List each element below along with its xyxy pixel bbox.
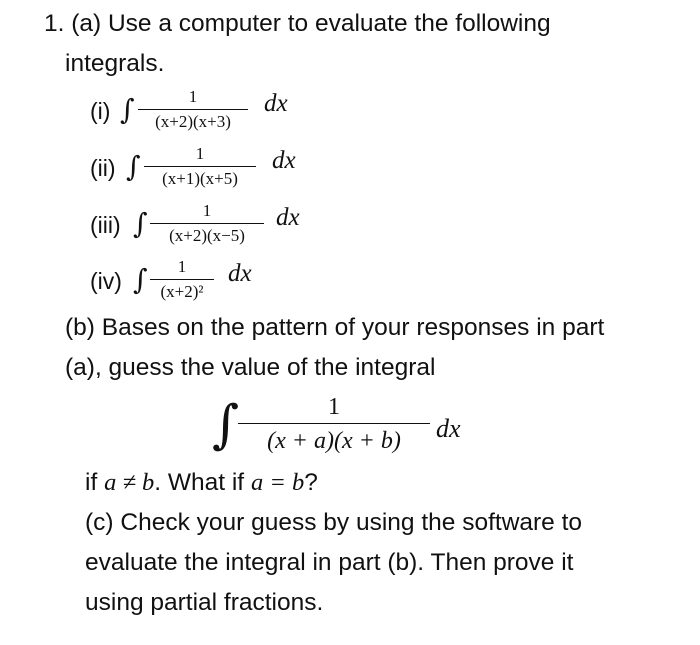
integral-iii-fraction — [150, 200, 264, 247]
part-b-line-2: (a), guess the value of the integral — [65, 354, 436, 381]
integral-iv-fraction — [150, 256, 214, 303]
integral-iii — [90, 200, 320, 256]
condition-prefix: if — [85, 469, 105, 496]
part-c-line-1: (c) Check your guess by using the software to — [85, 509, 583, 536]
integral-ii-dx: dx — [272, 147, 296, 174]
integral-iii-denominator: (x+2)(x−5) — [169, 226, 245, 245]
integral-iv — [90, 256, 280, 312]
integral-ii-fraction — [144, 143, 256, 190]
condition-mid: . What if — [154, 469, 251, 496]
integral-ii-denominator: (x+1)(x+5) — [162, 169, 238, 188]
display-integral-fraction — [238, 392, 430, 456]
integral-ii-label: (ii) — [90, 155, 116, 181]
part-c-line-2: evaluate the integral in part (b). Then prove it — [85, 549, 574, 576]
display-integral-numerator: 1 — [328, 394, 340, 420]
display-integral-dx: dx — [436, 414, 461, 443]
integral-iv-denominator: (x+2)² — [160, 282, 204, 301]
integral-i-numerator: 1 — [188, 87, 198, 106]
fraction-bar — [238, 423, 430, 424]
part-c-line-3: using partial fractions. — [85, 589, 324, 616]
fraction-bar — [138, 109, 248, 110]
integral-iv-numerator: 1 — [177, 257, 187, 276]
integral-i-fraction — [138, 86, 248, 133]
integral-ii — [90, 143, 320, 199]
condition-math-a-eq-b: a = b — [250, 469, 305, 496]
condition-suffix: ? — [304, 469, 318, 496]
integral-i-label: (i) — [90, 98, 111, 124]
integral-ii-numerator: 1 — [195, 144, 205, 163]
fraction-bar — [144, 166, 256, 167]
problem-line-2: integrals. — [65, 50, 165, 77]
integral-sign-icon: ∫ — [126, 150, 141, 183]
display-integral-denominator: (x + a)(x + b) — [267, 428, 401, 454]
integral-i-denominator: (x+2)(x+3) — [155, 112, 231, 131]
integral-iii-dx: dx — [276, 204, 300, 231]
part-b-condition — [85, 468, 318, 498]
integral-i — [90, 86, 310, 142]
fraction-bar — [150, 279, 214, 280]
integral-iii-numerator: 1 — [202, 201, 212, 220]
integral-iv-label: (iv) — [90, 268, 122, 294]
part-b-line-1: (b) Bases on the pattern of your responses in part — [65, 314, 605, 341]
problem-line-1: 1. (a) Use a computer to evaluate the following — [44, 10, 551, 37]
integral-sign-icon: ∫ — [133, 263, 148, 296]
display-integral-sign-icon: ∫ — [212, 395, 240, 455]
integral-sign-icon: ∫ — [133, 207, 148, 240]
fraction-bar — [150, 223, 264, 224]
integral-i-dx: dx — [264, 90, 288, 117]
condition-math-a-neq-b: a ≠ b — [104, 469, 155, 496]
integral-iii-label: (iii) — [90, 212, 121, 238]
integral-sign-icon: ∫ — [120, 93, 135, 126]
integral-iv-dx: dx — [228, 260, 252, 287]
